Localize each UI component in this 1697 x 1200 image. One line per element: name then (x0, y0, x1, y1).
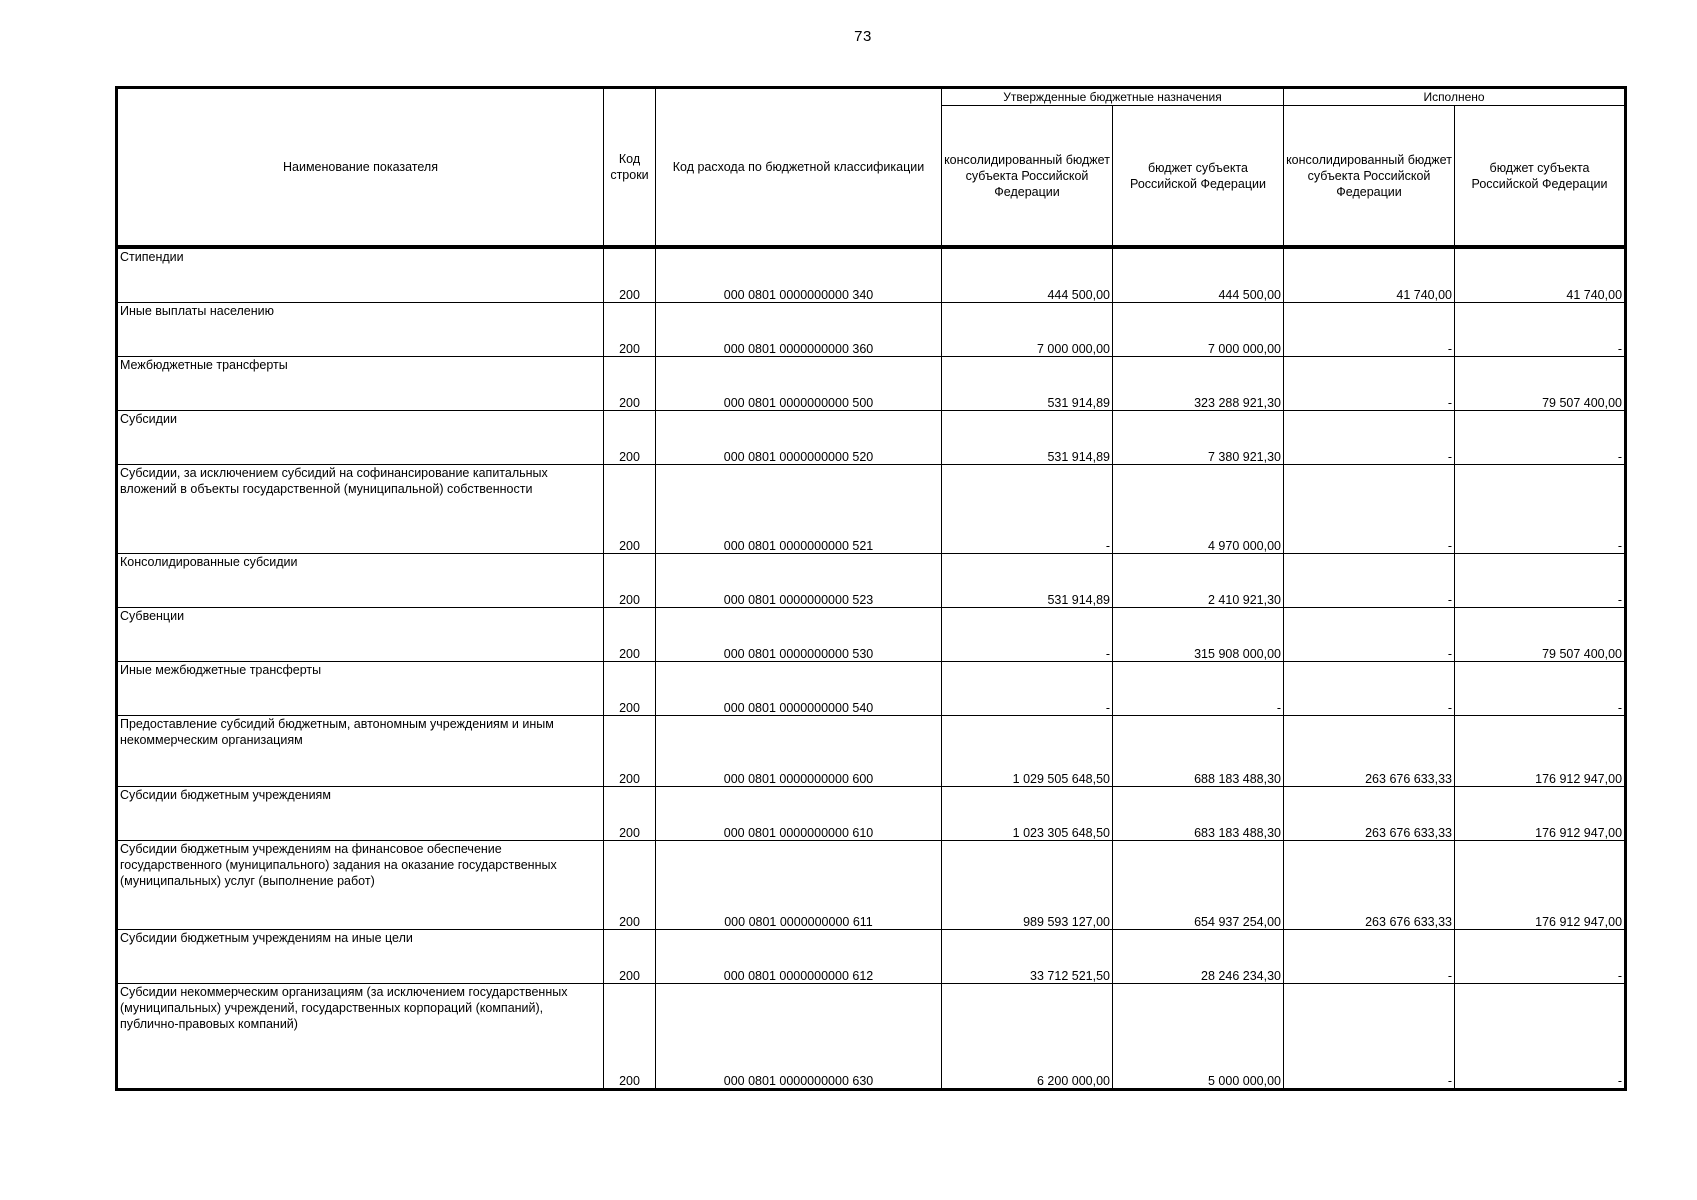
executed-consolidated-cell: - (1284, 608, 1455, 662)
approved-subject-cell: 323 288 921,30 (1113, 357, 1284, 411)
approved-subject-cell: 28 246 234,30 (1113, 930, 1284, 984)
approved-subject-cell: 7 000 000,00 (1113, 303, 1284, 357)
executed-consolidated-cell: - (1284, 357, 1455, 411)
row-code-cell: 200 (604, 608, 656, 662)
executed-subject-cell: - (1455, 930, 1626, 984)
executed-consolidated-cell: - (1284, 930, 1455, 984)
row-code-cell: 200 (604, 984, 656, 1090)
executed-consolidated-cell: 41 740,00 (1284, 249, 1455, 303)
header-indicator-name: Наименование показателя (117, 88, 604, 247)
row-code-cell: 200 (604, 662, 656, 716)
header-executed-subject: бюджет субъекта Российской Федерации (1455, 106, 1626, 247)
expense-code-cell: 000 0801 0000000000 500 (656, 357, 942, 411)
header-approved-subject: бюджет субъекта Российской Федерации (1113, 106, 1284, 247)
page-number: 73 (854, 28, 872, 45)
approved-consolidated-cell: 444 500,00 (942, 249, 1113, 303)
budget-execution-table (115, 86, 1627, 1091)
expense-code-cell: 000 0801 0000000000 540 (656, 662, 942, 716)
indicator-name-cell: Субсидии бюджетным учреждениям на финансовое обеспечение государственного (муниципального) задания на оказание государственных (муниципальных) услуг (выполнение работ) (117, 841, 604, 930)
expense-code-cell: 000 0801 0000000000 611 (656, 841, 942, 930)
table-row (117, 608, 1626, 662)
approved-subject-cell: 683 183 488,30 (1113, 787, 1284, 841)
indicator-name-cell: Консолидированные субсидии (117, 554, 604, 608)
executed-subject-cell: 176 912 947,00 (1455, 841, 1626, 930)
approved-consolidated-cell: - (942, 465, 1113, 554)
expense-code-cell: 000 0801 0000000000 520 (656, 411, 942, 465)
approved-subject-cell: 315 908 000,00 (1113, 608, 1284, 662)
executed-subject-cell: 41 740,00 (1455, 249, 1626, 303)
approved-subject-cell: 7 380 921,30 (1113, 411, 1284, 465)
expense-code-cell: 000 0801 0000000000 360 (656, 303, 942, 357)
indicator-name-cell: Субсидии, за исключением субсидий на софинансирование капитальных вложений в объекты государственной (муниципальной) собственности (117, 465, 604, 554)
approved-subject-cell: 688 183 488,30 (1113, 716, 1284, 787)
approved-subject-cell: - (1113, 662, 1284, 716)
executed-consolidated-cell: - (1284, 411, 1455, 465)
table-row (117, 841, 1626, 930)
approved-consolidated-cell: 33 712 521,50 (942, 930, 1113, 984)
indicator-name-cell: Стипендии (117, 249, 604, 303)
expense-code-cell: 000 0801 0000000000 521 (656, 465, 942, 554)
executed-subject-cell: - (1455, 662, 1626, 716)
header-expense-code: Код расхода по бюджетной классификации (656, 88, 942, 247)
expense-code-cell: 000 0801 0000000000 630 (656, 984, 942, 1090)
executed-subject-cell: - (1455, 554, 1626, 608)
header-approved-consolidated: консолидированный бюджет субъекта Российской Федерации (942, 106, 1113, 247)
executed-subject-cell: 176 912 947,00 (1455, 716, 1626, 787)
approved-consolidated-cell: - (942, 608, 1113, 662)
approved-subject-cell: 5 000 000,00 (1113, 984, 1284, 1090)
approved-subject-cell: 2 410 921,30 (1113, 554, 1284, 608)
table-row (117, 716, 1626, 787)
approved-subject-cell: 444 500,00 (1113, 249, 1284, 303)
approved-subject-cell: 654 937 254,00 (1113, 841, 1284, 930)
header-approved-group: Утвержденные бюджетные назначения (942, 88, 1284, 106)
executed-consolidated-cell: - (1284, 303, 1455, 357)
executed-consolidated-cell: - (1284, 662, 1455, 716)
approved-consolidated-cell: 531 914,89 (942, 357, 1113, 411)
indicator-name-cell: Субсидии (117, 411, 604, 465)
expense-code-cell: 000 0801 0000000000 610 (656, 787, 942, 841)
expense-code-cell: 000 0801 0000000000 340 (656, 249, 942, 303)
approved-subject-cell: 4 970 000,00 (1113, 465, 1284, 554)
executed-subject-cell: 176 912 947,00 (1455, 787, 1626, 841)
row-code-cell: 200 (604, 716, 656, 787)
approved-consolidated-cell: 6 200 000,00 (942, 984, 1113, 1090)
table-row (117, 465, 1626, 554)
indicator-name-cell: Иные выплаты населению (117, 303, 604, 357)
row-code-cell: 200 (604, 465, 656, 554)
executed-consolidated-cell: 263 676 633,33 (1284, 716, 1455, 787)
approved-consolidated-cell: 531 914,89 (942, 554, 1113, 608)
table-row (117, 554, 1626, 608)
executed-consolidated-cell: 263 676 633,33 (1284, 787, 1455, 841)
expense-code-cell: 000 0801 0000000000 600 (656, 716, 942, 787)
indicator-name-cell: Предоставление субсидий бюджетным, автономным учреждениям и иным некоммерческим организациям (117, 716, 604, 787)
table-row (117, 930, 1626, 984)
indicator-name-cell: Межбюджетные трансферты (117, 357, 604, 411)
indicator-name-cell: Субсидии бюджетным учреждениям (117, 787, 604, 841)
executed-subject-cell: 79 507 400,00 (1455, 357, 1626, 411)
table-row (117, 249, 1626, 303)
approved-consolidated-cell: 7 000 000,00 (942, 303, 1113, 357)
executed-subject-cell: - (1455, 411, 1626, 465)
row-code-cell: 200 (604, 787, 656, 841)
approved-consolidated-cell: - (942, 662, 1113, 716)
executed-consolidated-cell: - (1284, 465, 1455, 554)
row-code-cell: 200 (604, 249, 656, 303)
row-code-cell: 200 (604, 930, 656, 984)
approved-consolidated-cell: 1 029 505 648,50 (942, 716, 1113, 787)
header-row-code: Код строки (604, 88, 656, 247)
header-executed-group: Исполнено (1284, 88, 1626, 106)
row-code-cell: 200 (604, 554, 656, 608)
table-row (117, 303, 1626, 357)
executed-subject-cell: - (1455, 984, 1626, 1090)
approved-consolidated-cell: 1 023 305 648,50 (942, 787, 1113, 841)
executed-subject-cell: 79 507 400,00 (1455, 608, 1626, 662)
executed-consolidated-cell: 263 676 633,33 (1284, 841, 1455, 930)
indicator-name-cell: Иные межбюджетные трансферты (117, 662, 604, 716)
header-executed-consolidated: консолидированный бюджет субъекта Российской Федерации (1284, 106, 1455, 247)
executed-consolidated-cell: - (1284, 554, 1455, 608)
indicator-name-cell: Субвенции (117, 608, 604, 662)
approved-consolidated-cell: 989 593 127,00 (942, 841, 1113, 930)
row-code-cell: 200 (604, 411, 656, 465)
table-row (117, 984, 1626, 1090)
expense-code-cell: 000 0801 0000000000 523 (656, 554, 942, 608)
table-row (117, 662, 1626, 716)
row-code-cell: 200 (604, 357, 656, 411)
executed-subject-cell: - (1455, 303, 1626, 357)
expense-code-cell: 000 0801 0000000000 612 (656, 930, 942, 984)
table-row (117, 787, 1626, 841)
executed-subject-cell: - (1455, 465, 1626, 554)
indicator-name-cell: Субсидии некоммерческим организациям (за исключением государственных (муниципальных) учреждений, государственных корпораций (компаний), публично-правовых компаний) (117, 984, 604, 1090)
row-code-cell: 200 (604, 303, 656, 357)
table-row (117, 357, 1626, 411)
indicator-name-cell: Субсидии бюджетным учреждениям на иные цели (117, 930, 604, 984)
expense-code-cell: 000 0801 0000000000 530 (656, 608, 942, 662)
executed-consolidated-cell: - (1284, 984, 1455, 1090)
table-row (117, 411, 1626, 465)
approved-consolidated-cell: 531 914,89 (942, 411, 1113, 465)
row-code-cell: 200 (604, 841, 656, 930)
